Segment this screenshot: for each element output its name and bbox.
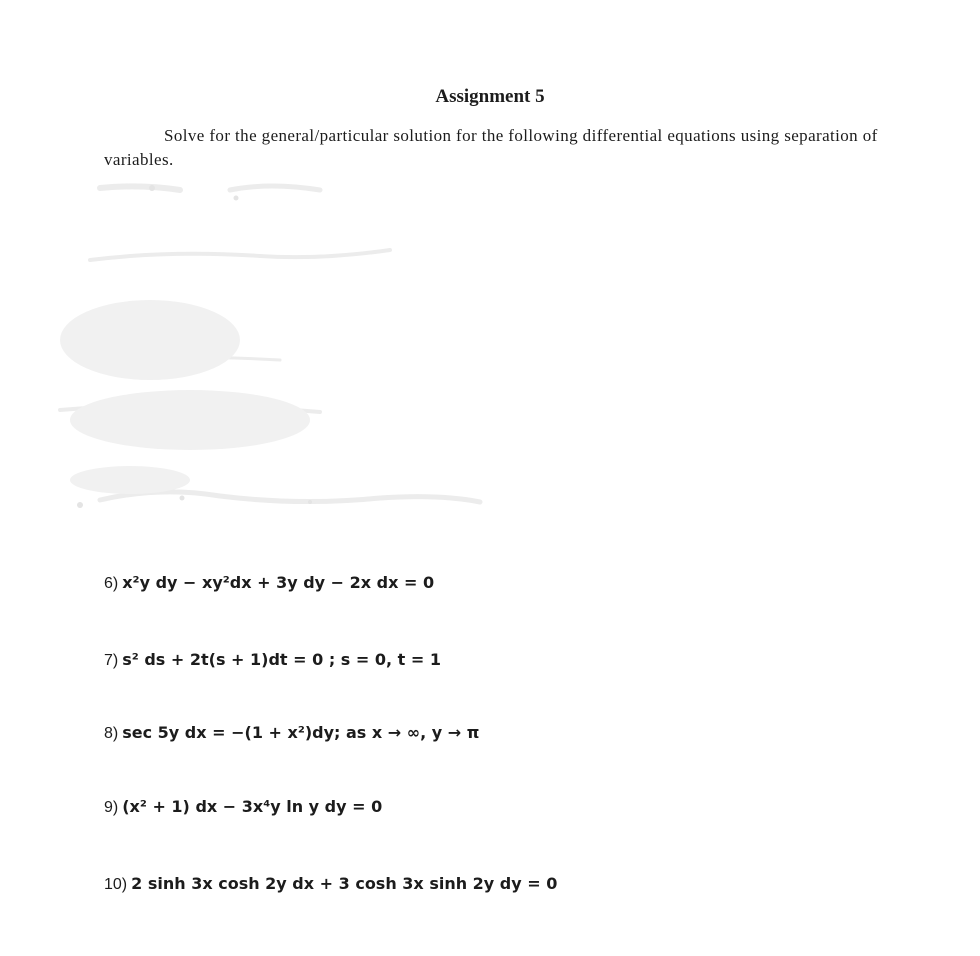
problem-number: 8) (104, 725, 119, 742)
problem-number: 9) (104, 799, 119, 816)
equation: x²y dy − xy²dx + 3y dy − 2x dx = 0 (122, 573, 435, 592)
problem-10 (104, 874, 557, 894)
problem-number: 10) (104, 876, 128, 893)
problem-8 (104, 723, 479, 743)
equation: (x² + 1) dx − 3x⁴y ln y dy = 0 (122, 797, 383, 816)
problem-number: 6) (104, 575, 119, 592)
problem-9 (104, 797, 382, 817)
problem-7 (104, 650, 441, 670)
problem-number: 7) (104, 652, 119, 669)
instructions-text: Solve for the general/particular solution for the following differential equations using separation of variables. (104, 126, 878, 169)
erased-content-smudge (40, 180, 510, 530)
problem-6 (104, 573, 434, 593)
page-title: Assignment 5 (435, 86, 545, 107)
equation: s² ds + 2t(s + 1)dt = 0 ; s = 0, t = 1 (122, 650, 441, 669)
equation: 2 sinh 3x cosh 2y dx + 3 cosh 3x sinh 2y dy = 0 (131, 874, 558, 893)
equation: sec 5y dx = −(1 + x²)dy; as x → ∞, y → π (122, 723, 480, 742)
